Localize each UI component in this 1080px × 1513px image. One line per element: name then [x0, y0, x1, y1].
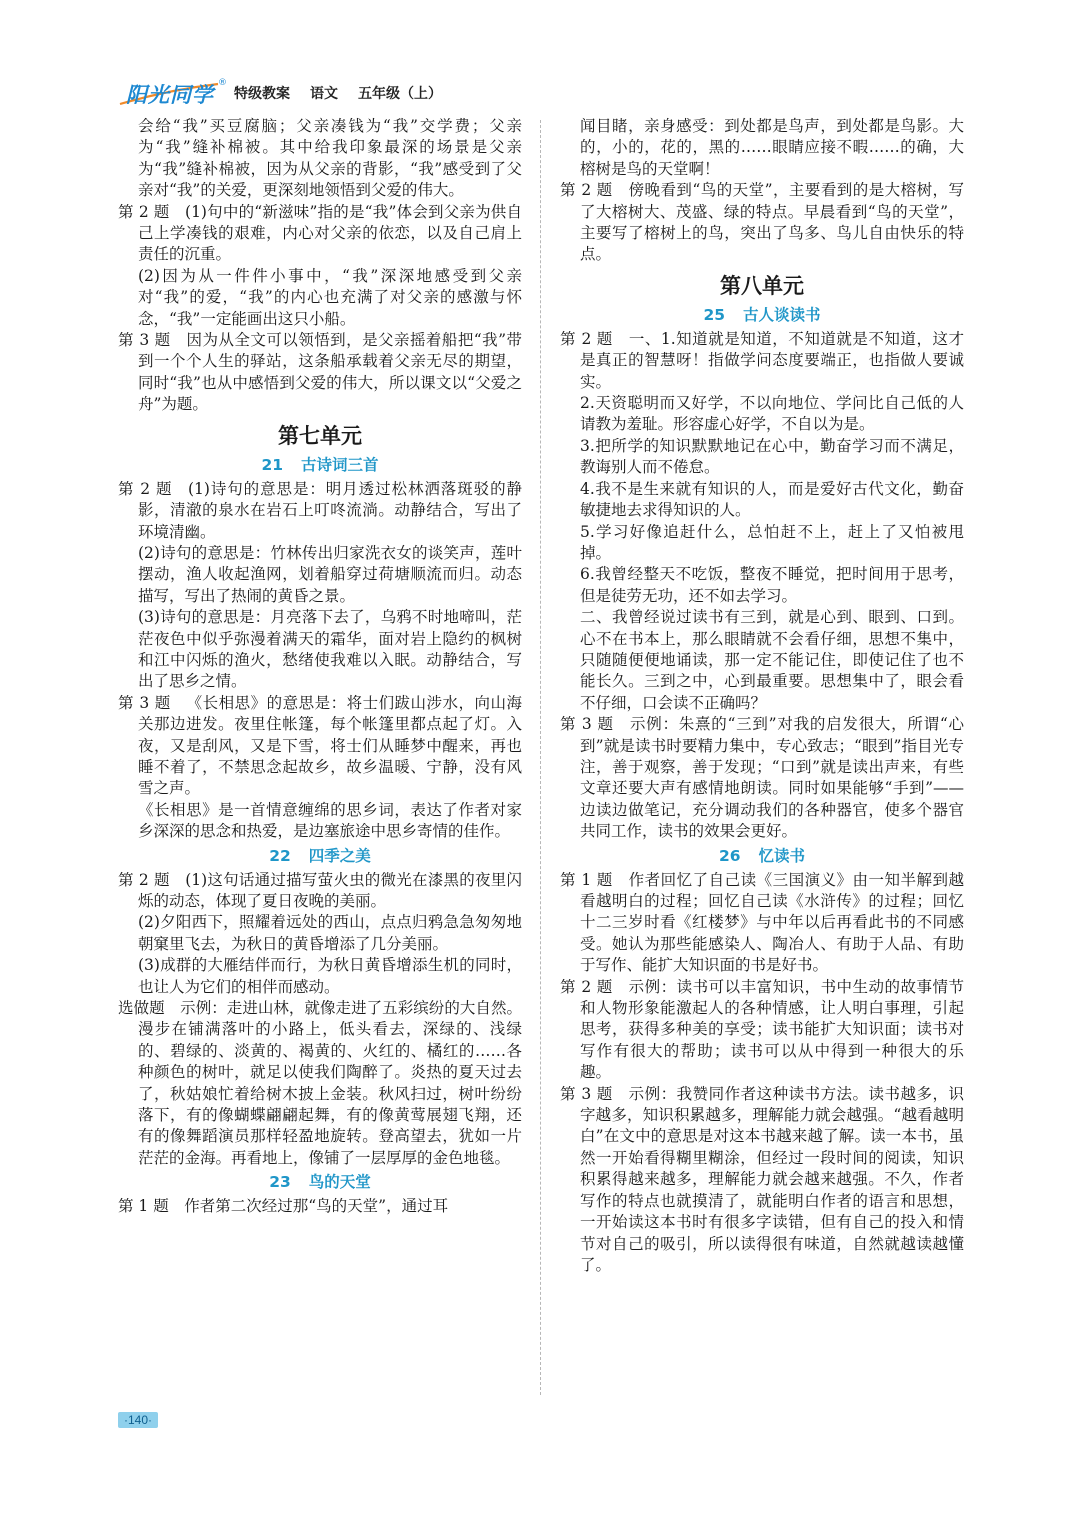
question-answer [118, 870, 522, 913]
lesson-heading [560, 845, 964, 867]
lesson-heading [118, 845, 522, 867]
answer-text: 一、1.知道就是知道，不知道就是不知道，这才是真正的智慧呀！指做学问态度要端正，也指做人要诚实。 [580, 329, 964, 391]
answer-text: 示例：读书可以丰富知识，书中生动的故事情节和人物形象能激起人的各种情感，让人明白事理，引起思考，获得多种美的享受；读书能扩大知识面；读书对写作有很大的帮助；读书可以从中得到一种很大的乐趣。 [580, 977, 964, 1082]
page-number: ·140· [118, 1412, 158, 1428]
lesson-number: 22 [269, 846, 291, 865]
logo-text: 阳光同学 [126, 83, 214, 107]
question-answer [118, 202, 522, 266]
lesson-title: 鸟的天堂 [308, 1173, 371, 1192]
question-answer [118, 479, 522, 543]
answer-text: 示例：走进山林，就像走进了五彩缤纷的大自然。漫步在铺满落叶的小路上，低头看去，深绿的、浅绿的、碧绿的、淡黄的、褐黄的、火红的、橘红的……各种颜色的树叶，就足以使我们陶醉了。炎热的夏天过去了，秋姑娘忙着给树木披上金装。秋风扫过，树叶纷纷落下，有的像蝴蝶翩翩起舞，有的像黄莺展翅飞翔，还有的像舞蹈演员那样轻盈地旋转。登高望去，犹如一片茫茫的金海。再看地上，像铺了一层厚厚的金色地毯。 [138, 999, 522, 1167]
book-series-title: 特级教案 [234, 86, 290, 102]
question-answer [118, 330, 522, 416]
lesson-number: 21 [261, 455, 284, 474]
lesson-title: 古人谈读书 [743, 305, 821, 324]
answer-text: 示例：朱熹的“三到”对我的启发很大，所谓“心到”就是读书时要精力集中，专心致志；“眼到”指目光专注，善于观察，善于发现；“口到”就是读出声来，有些文章还要大声有感情地朗读。同时如果能够“手到”——边读边做笔记，充分调动我们的各种器官，使多个器官共同工作，读书的效果会更好。 [580, 715, 964, 841]
question-label: 第 3 题 [118, 331, 171, 350]
question-label: 第 2 题 [560, 977, 613, 996]
column-divider [540, 120, 541, 1395]
question-answer [560, 977, 964, 1084]
answer-subitem: 3.把所学的知识默默地记在心中，勤奋学习而不满足，教诲别人而不倦怠。 [580, 436, 964, 477]
page-header [118, 78, 442, 108]
question-label: 第 2 题 [118, 202, 170, 221]
right-column [560, 116, 964, 1276]
answer-subitem: 二、我曾经说过读书有三到，就是心到、眼到、口到。心不在书本上，那么眼睛就不会看仔细，思想不集中，只随随便便地诵读，那一定不能记住，即使记住了也不能长久。三到之中，心到最重要。思想集中了，眼会看不仔细，口会读不正确吗？ [580, 608, 964, 712]
answer-text: 示例：我赞同作者这种读书方法。读书越多，识字越多，知识积累越多，理解能力就会越强。“越看越明白”在文中的意思是对这本书越来越了解。读一本书，虽然一开始看得糊里糊涂，但经过一段时间的阅读，知识积累得越来越多，理解能力就会越来越强。不久，作者写作的特点也就摸清了，就能明白作者的语言和思想，一开始读这本书时有很多字读错，但有自己的投入和情节对自己的吸引，所以读得很有味道，自然就越读越懂了。 [580, 1084, 964, 1274]
unit-heading: 第八单元 [720, 272, 804, 298]
question-label: 第 3 题 [560, 1084, 613, 1103]
continued-answer-text: 闻目睹，亲身感受：到处都是鸟声，到处都是鸟影。大的，小的，花的，黑的……眼睛应接不暇……的确，大榕树是鸟的天堂啊！ [580, 117, 964, 178]
answer-text: (1)诗句的意思是：明月透过松林洒落斑驳的静影，清澈的泉水在岩石上叮咚流淌。动静结合，写出了环境清幽。 [138, 479, 523, 541]
answer-text: (1)句中的“新滋味”指的是“我”体会到父亲为供自己上学凑钱的艰难，内心对父亲的依恋，以及自己肩上责任的沉重。 [138, 202, 523, 264]
question-label: 第 2 题 [560, 329, 613, 348]
lesson-number: 23 [269, 1173, 291, 1192]
answer-text: (1)这句话通过描写萤火虫的微光在漆黑的夜里闪烁的动态，体现了夏日夜晚的美丽。 [138, 870, 522, 910]
question-answer [560, 329, 964, 393]
question-label: 第 3 题 [118, 693, 171, 712]
question-answer [560, 714, 964, 842]
question-label: 第 2 题 [560, 181, 613, 200]
lesson-heading [118, 1171, 522, 1193]
answer-subitem: (2)因为从一件件小事中，“我”深深地感受到父亲对“我”的爱，“我”的内心也充满了对父亲的感激与怀念，“我”一定能画出这只小船。 [138, 266, 522, 328]
question-answer [560, 180, 964, 266]
lesson-title: 四季之美 [308, 846, 371, 865]
question-label: 第 2 题 [118, 870, 170, 889]
lesson-number: 26 [718, 846, 741, 865]
unit-heading: 第七单元 [278, 422, 362, 448]
answer-text: 傍晚看到“鸟的天堂”，主要看到的是大榕树，写了大榕树大、茂盛、绿的特点。早晨看到“鸟的天堂”，主要写了榕树上的鸟，突出了鸟多、鸟儿自由快乐的特点。 [580, 181, 964, 264]
answer-subitem: (3)成群的大雁结伴而行，为秋日黄昏增添生机的同时，也让人为它们的相伴而感动。 [138, 956, 522, 996]
lesson-heading [118, 454, 522, 476]
registered-mark: ® [218, 78, 227, 88]
answer-text: 作者回忆了自己读《三国演义》由一知半解到越看越明白的过程；回忆自己读《水浒传》的过程；回忆十二三岁时看《红楼梦》与中年以后再看此书的不同感受。她认为那些能感染人、陶冶人、有助于人品、有助于写作、能扩大知识面的书是好书。 [580, 870, 964, 975]
answer-subitem: 《长相思》是一首情意缠绵的思乡词，表达了作者对家乡深深的思念和热爱，是边塞旅途中思乡寄情的佳作。 [138, 800, 522, 841]
question-label: 选做题 [118, 999, 165, 1018]
question-label: 第 3 题 [560, 715, 614, 734]
answer-subitem: 6.我曾经整天不吃饭，整夜不睡觉，把时间用于思考，但是徒劳无功，还不如去学习。 [580, 565, 964, 605]
lesson-title: 古诗词三首 [301, 455, 379, 474]
answer-subitem: (2)夕阳西下，照耀着远处的西山，点点归鸦急急匆匆地朝窠里飞去，为秋日的黄昏增添了几分美丽。 [138, 913, 522, 953]
answer-subitem: 2.天资聪明而又好学，不以向地位、学问比自己低的人请教为羞耻。形容虚心好学，不自以为是。 [580, 394, 964, 434]
lesson-title: 忆读书 [758, 846, 806, 865]
answer-subitem: 5.学习好像追赶什么，总怕赶不上，赶上了又怕被甩掉。 [580, 522, 964, 562]
question-answer [560, 1084, 964, 1277]
answer-subitem: (3)诗句的意思是：月亮落下去了，乌鸦不时地啼叫，茫茫夜色中似乎弥漫着满天的霜华，面对岩上隐约的枫树和江中闪烁的渔火，愁绪使我难以入眠。动静结合，写出了思乡之情。 [138, 608, 522, 691]
answer-text: 作者第二次经过那“鸟的天堂”，通过耳 [184, 1197, 449, 1216]
question-answer [118, 693, 522, 800]
question-answer [118, 1196, 522, 1217]
lesson-heading [560, 304, 964, 326]
continued-answer-text: 会给“我”买豆腐脑；父亲凑钱为“我”交学费；父亲为“我”缝补棉被。其中给我印象最深的场景是父亲为“我”缝补棉被，因为从父亲的背影，“我”感受到了父亲对“我”的关爱，更深刻地领悟到父爱的伟大。 [138, 117, 522, 200]
subject-label: 语文 [310, 86, 338, 102]
question-label: 第 1 题 [118, 1197, 169, 1216]
question-label: 第 1 题 [560, 870, 613, 889]
answer-subitem: 4.我不是生来就有知识的人，而是爱好古代文化，勤奋敏捷地去求得知识的人。 [580, 479, 964, 520]
lesson-number: 25 [703, 305, 726, 324]
answer-text: 《长相思》的意思是：将士们跋山涉水，向山海关那边进发。夜里住帐篷，每个帐篷里都点起了灯。入夜，又是刮风，又是下雪，将士们从睡梦中醒来，再也睡不着了，不禁思念起故乡，故乡温暖、宁静，没有风雪之声。 [138, 693, 522, 798]
answer-text: 因为从全文可以领悟到，是父亲摇着船把“我”带到一个个人生的驿站，这条船承载着父亲无尽的期望，同时“我”也从中感悟到父爱的伟大，所以课文以“父爱之舟”为题。 [138, 331, 522, 414]
grade-label: 五年级（上） [358, 86, 442, 102]
left-column [118, 116, 522, 1218]
brand-logo [118, 78, 227, 108]
question-answer [118, 998, 522, 1169]
answer-subitem: (2)诗句的意思是：竹林传出归家洗衣女的谈笑声，莲叶摆动，渔人收起渔网，划着船穿过荷塘顺流而归。动态描写，写出了热闹的黄昏之景。 [138, 543, 522, 605]
question-answer [560, 870, 964, 977]
question-label: 第 2 题 [118, 479, 173, 498]
